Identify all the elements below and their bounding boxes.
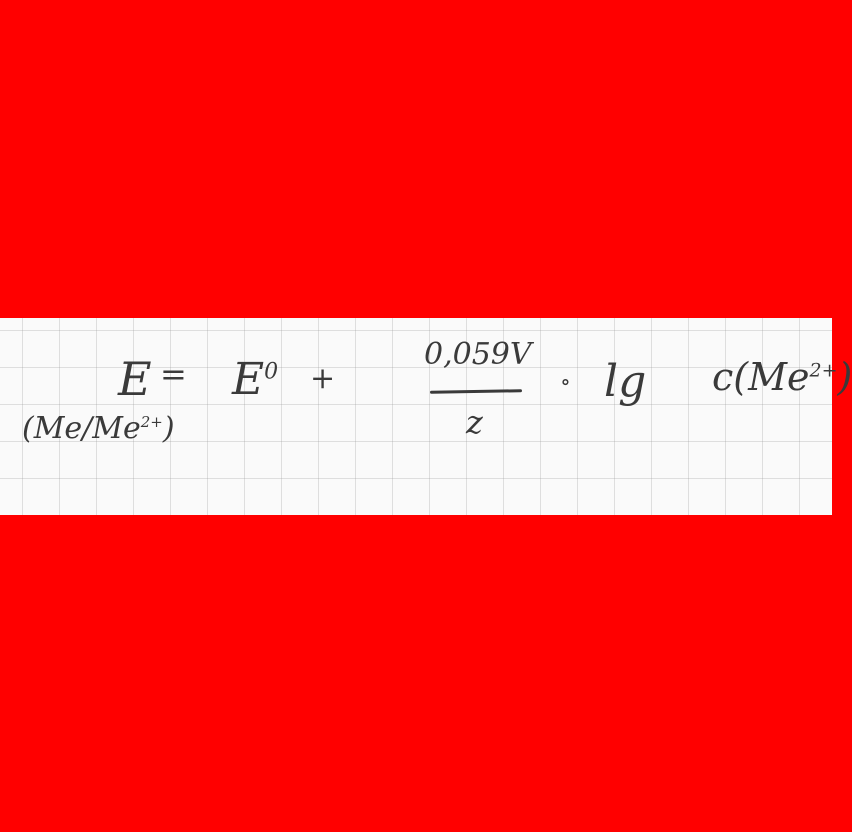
lhs-subscript-close: ) xyxy=(162,411,175,446)
fraction-bar xyxy=(430,389,522,394)
log-function: lg xyxy=(604,356,647,407)
standard-potential xyxy=(232,354,279,405)
multiply-dot: ∘ xyxy=(560,370,571,395)
plus-sign: + xyxy=(310,361,336,396)
bottom-red-band xyxy=(0,515,832,832)
lhs-subscript-text: (Me/Me xyxy=(22,411,141,446)
standard-potential-symbol: E xyxy=(232,354,265,405)
equals-sign: = xyxy=(160,355,187,393)
standard-potential-degree: 0 xyxy=(264,359,279,385)
fraction-denominator: z xyxy=(466,403,483,441)
concentration-close: ) xyxy=(837,355,852,399)
lhs-subscript xyxy=(22,411,175,446)
concentration-text: c(Me xyxy=(712,355,810,399)
lhs-subscript-charge: 2+ xyxy=(140,413,163,431)
lhs-symbol: E xyxy=(118,352,152,406)
top-red-band xyxy=(0,0,832,318)
grid-paper-strip xyxy=(0,318,852,515)
fraction-numerator: 0,059V xyxy=(424,337,532,372)
concentration-term xyxy=(712,355,852,399)
concentration-charge: 2+ xyxy=(809,359,838,382)
